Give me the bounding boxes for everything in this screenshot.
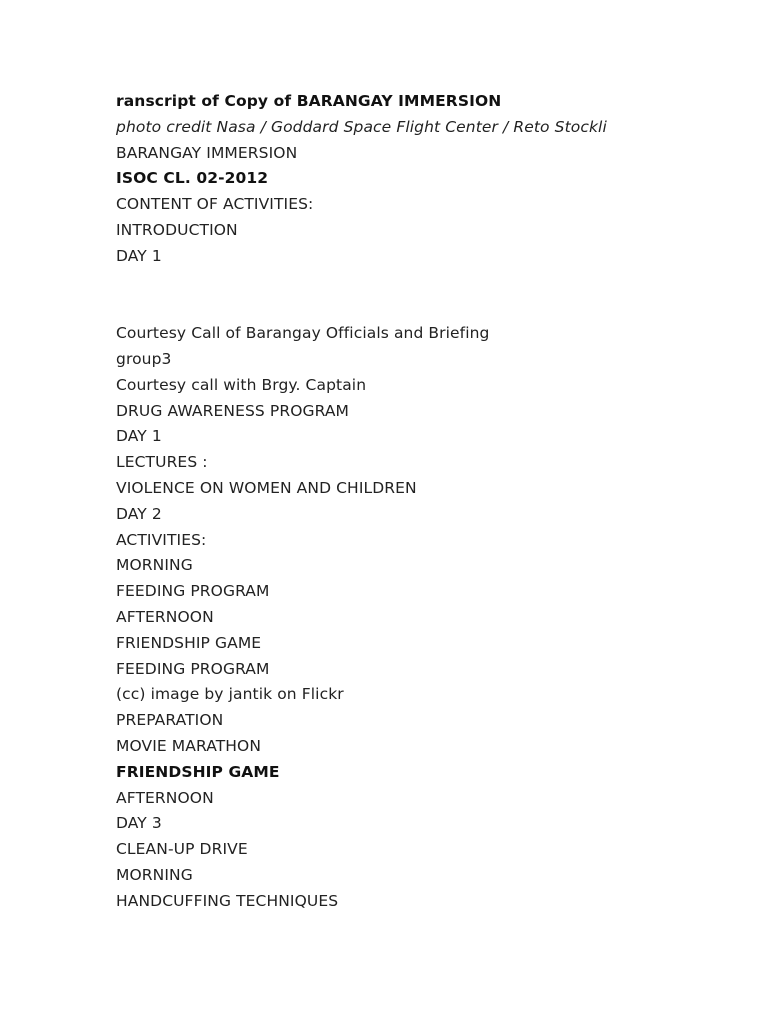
text-line: HANDCUFFING TECHNIQUES: [116, 891, 339, 910]
text-line: FRIENDSHIP GAME: [116, 762, 280, 781]
text-line: BARANGAY IMMERSION: [116, 143, 298, 162]
text-line: CLEAN-UP DRIVE: [116, 840, 248, 859]
text-line: DAY 1: [116, 427, 162, 446]
text-line: FEEDING PROGRAM: [116, 582, 270, 601]
text-line: MORNING: [116, 865, 193, 884]
text-line: DAY 1: [116, 246, 162, 265]
text-line: FEEDING PROGRAM: [116, 659, 270, 678]
text-line: AFTERNOON: [116, 788, 214, 807]
text-line: ACTIVITIES:: [116, 530, 207, 549]
document-title: ranscript of Copy of BARANGAY IMMERSION: [116, 92, 502, 110]
text-line: ISOC CL. 02-2012: [116, 169, 269, 188]
text-line: DRUG AWARENESS PROGRAM: [116, 401, 350, 420]
text-line: LECTURES :: [116, 453, 208, 472]
text-line: DAY 3: [116, 814, 162, 833]
text-line: MOVIE MARATHON: [116, 736, 262, 755]
text-line: DAY 2: [116, 504, 162, 523]
text-line: INTRODUCTION: [116, 220, 238, 239]
text-line: VIOLENCE ON WOMEN AND CHILDREN: [116, 478, 417, 497]
text-line: FRIENDSHIP GAME: [116, 633, 262, 652]
text-line: Courtesy call with Brgy. Captain: [116, 375, 367, 394]
text-line: MORNING: [116, 556, 193, 575]
text-line: AFTERNOON: [116, 607, 214, 626]
transcript-body: [116, 89, 736, 915]
image-credit: (cc) image by jantik on Flickr: [116, 685, 344, 704]
photo-credit: photo credit Nasa / Goddard Space Flight Center / Reto Stockli: [116, 117, 607, 136]
text-line: PREPARATION: [116, 711, 224, 730]
text-line: CONTENT OF ACTIVITIES:: [116, 195, 314, 214]
text-line: group3: [116, 349, 172, 368]
blank-gap: [116, 270, 736, 322]
text-line: Courtesy Call of Barangay Officials and Briefing: [116, 324, 490, 343]
